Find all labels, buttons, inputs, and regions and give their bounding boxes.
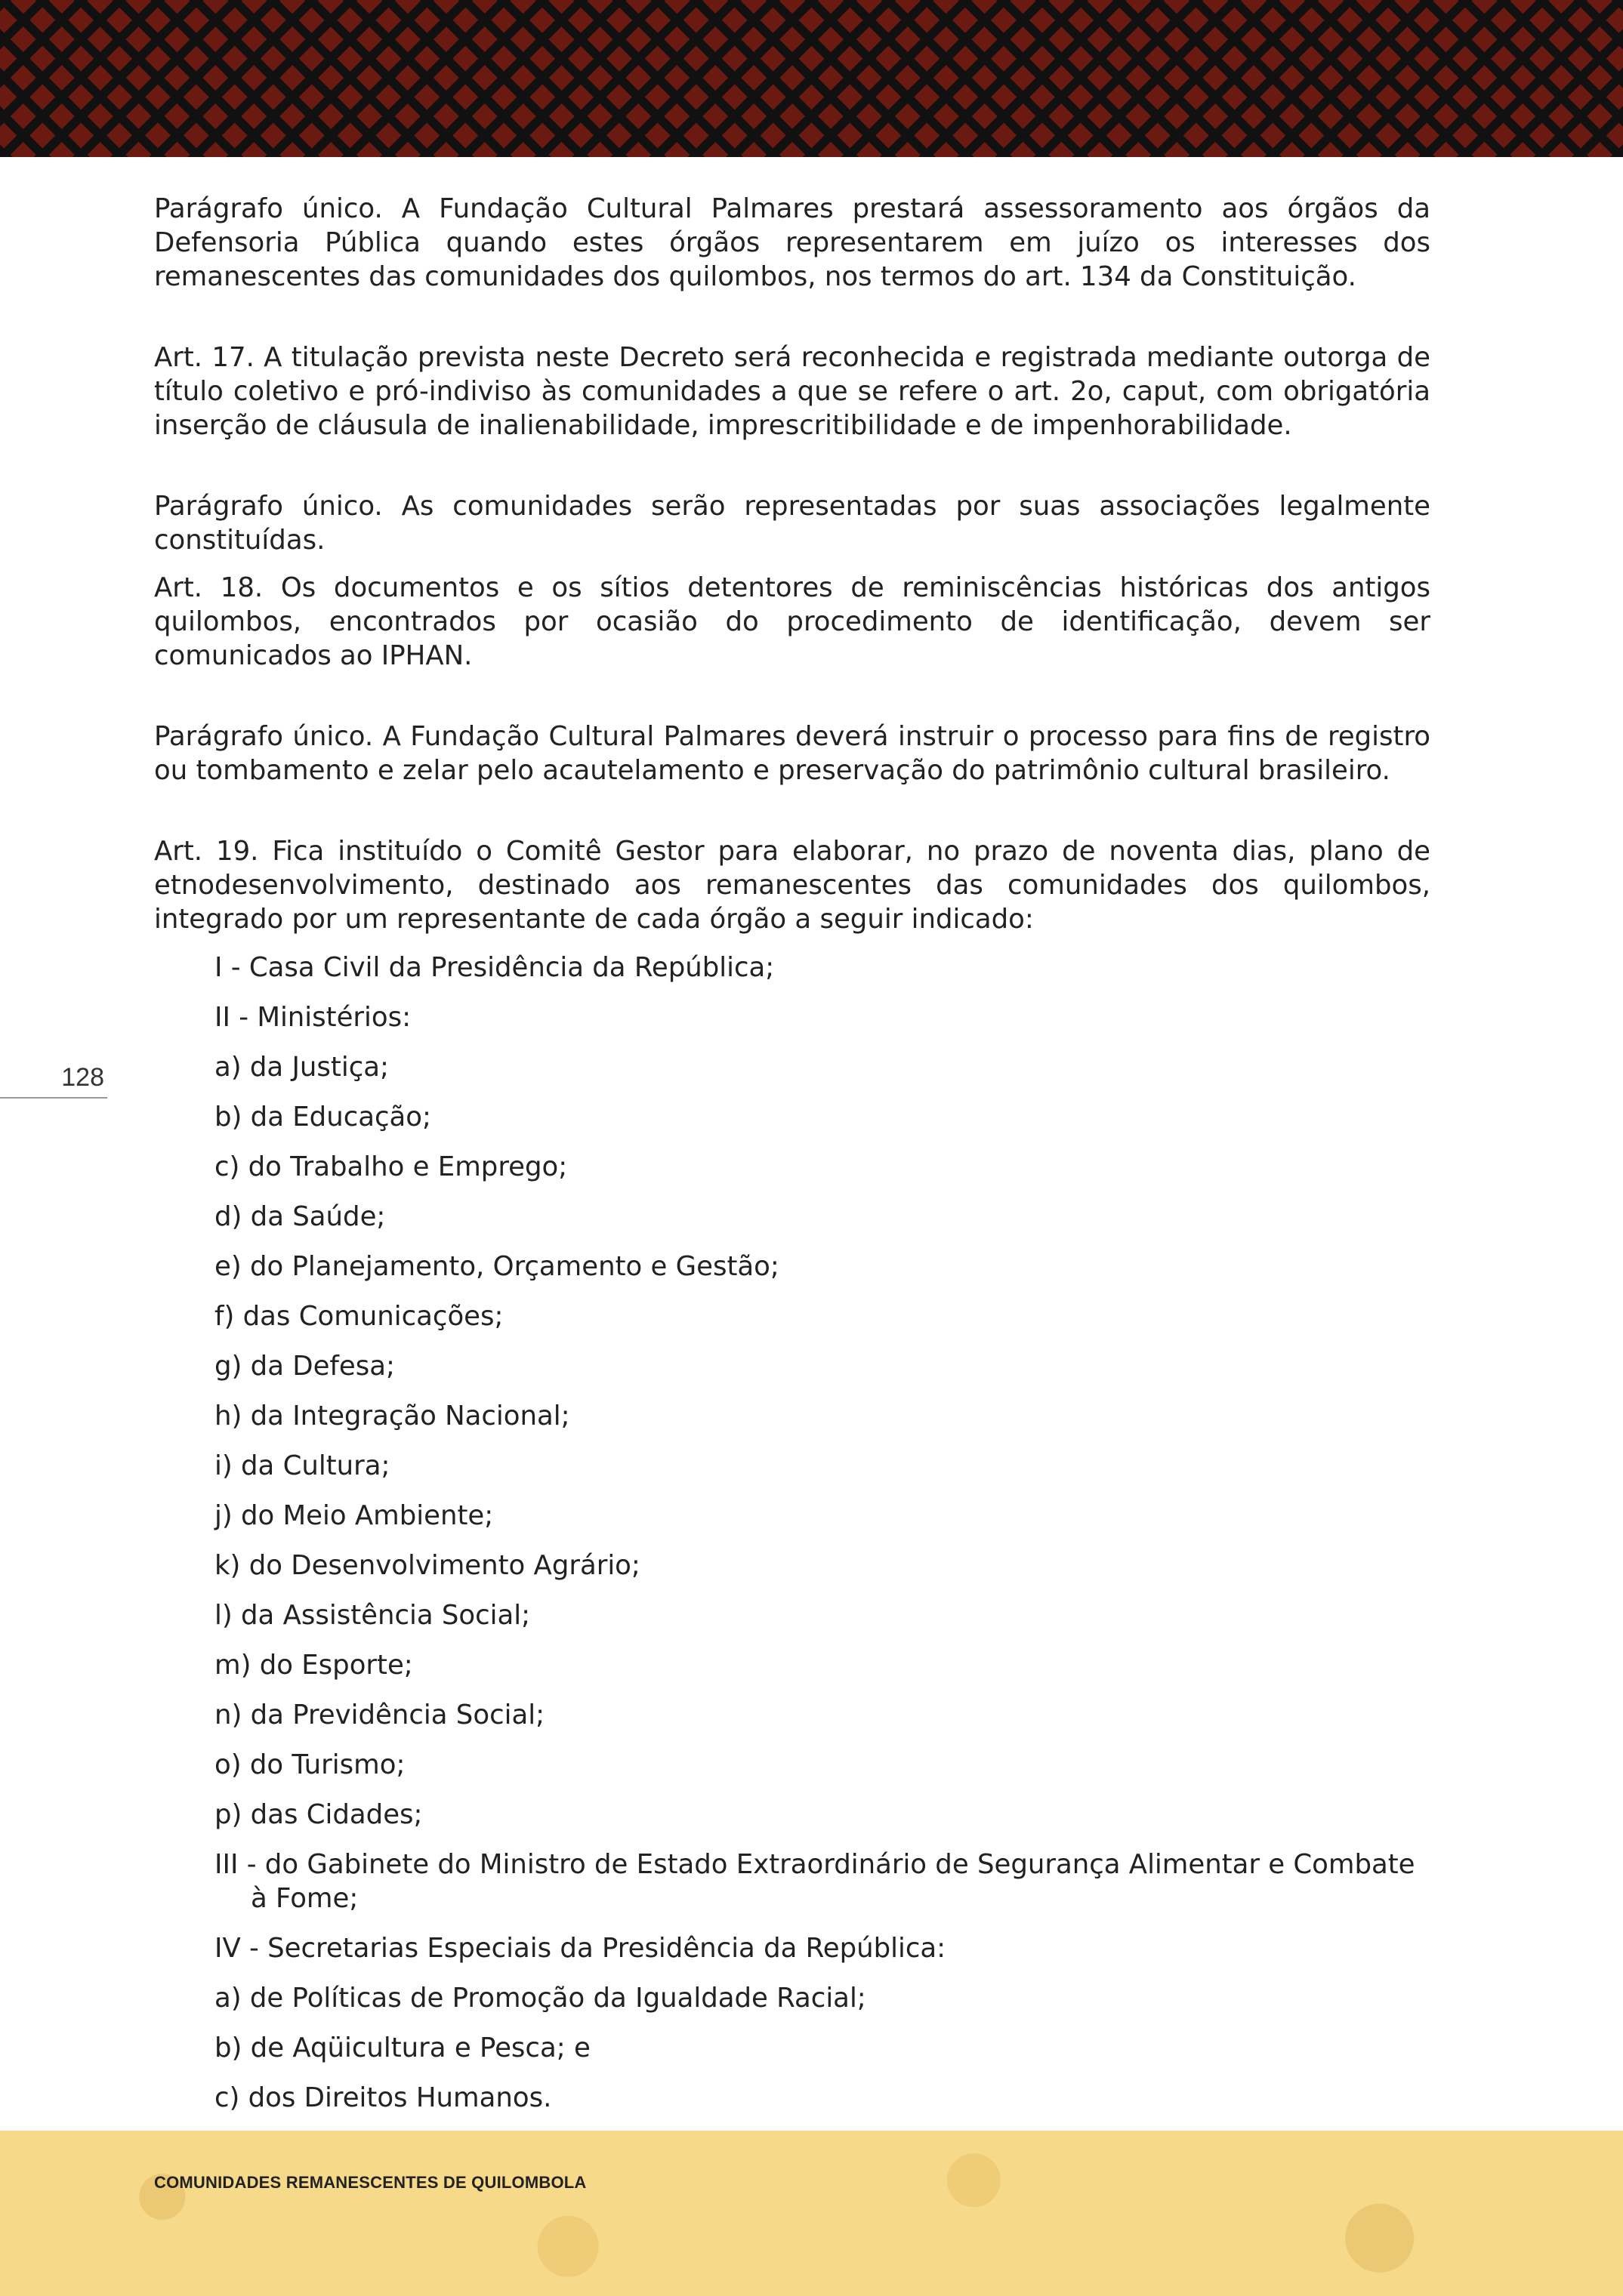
list-item: c) dos Direitos Humanos. <box>214 2082 552 2113</box>
page-number-label: 128 <box>61 1063 104 1092</box>
list-item: IV - Secretarias Especiais da Presidência da República: <box>214 1933 946 1964</box>
list-item: d) da Saúde; <box>214 1201 386 1232</box>
list-item: i) da Cultura; <box>214 1450 390 1481</box>
paragraph-art16-unico: Parágrafo único. A Fundação Cultural Palmares prestará assessoramento aos órgãos da Defensoria Pública quando estes órgãos representarem em juízo os interesses dos remanescentes das comunidades dos quilombos, nos termos do art. 134 da Constituição. <box>154 193 1430 292</box>
list-item: a) da Justiça; <box>214 1052 389 1083</box>
footer-title: COMUNIDADES REMANESCENTES DE QUILOMBOLA <box>154 2173 587 2192</box>
list-item: g) da Defesa; <box>214 1351 395 1382</box>
list-item: h) da Integração Nacional; <box>214 1401 570 1432</box>
paragraph-art19: Art. 19. Fica instituído o Comitê Gestor para elaborar, no prazo de noventa dias, plano de etnodesenvolvimento, destinado aos remanescentes das comunidades dos quilombos, integrado por um representante de cada órgão a seguir indicado: <box>154 836 1430 935</box>
document-body <box>154 192 1430 2131</box>
list-item: f) das Comunicações; <box>214 1301 504 1332</box>
list-item: I - Casa Civil da Presidência da República; <box>214 952 775 983</box>
list-item: o) do Turismo; <box>214 1749 406 1780</box>
paragraph-art18-unico: Parágrafo único. A Fundação Cultural Palmares deverá instruir o processo para fins de registro ou tombamento e zelar pelo acautelamento e preservação do patrimônio cultural brasileiro. <box>154 721 1430 786</box>
list-item: l) da Assistência Social; <box>214 1600 531 1631</box>
list-item: c) do Trabalho e Emprego; <box>214 1151 568 1182</box>
list-item: III - do Gabinete do Ministro de Estado Extraordinário de Segurança Alimentar e Combate à Fome; <box>214 1849 1415 1914</box>
list-item: e) do Planejamento, Orçamento e Gestão; <box>214 1251 779 1282</box>
footer-pattern-band <box>0 2131 1623 2296</box>
list-item: n) da Previdência Social; <box>214 1700 545 1730</box>
list-item: m) do Esporte; <box>214 1650 413 1681</box>
list-item: b) de Aqüicultura e Pesca; e <box>214 2032 591 2063</box>
list-item: p) das Cidades; <box>214 1799 423 1830</box>
page-number <box>0 1063 107 1099</box>
paragraph-art17: Art. 17. A titulação prevista neste Decreto será reconhecida e registrada mediante outorga de título coletivo e pró-indiviso às comunidades a que se refere o art. 2o, caput, com obrigatória inserção de cláusula de inalienabilidade, imprescritibilidade e de impenhorabilidade. <box>154 342 1430 441</box>
list-item: b) da Educação; <box>214 1102 431 1133</box>
list-item: a) de Políticas de Promoção da Igualdade Racial; <box>214 1983 866 2014</box>
paragraph-art18: Art. 18. Os documentos e os sítios detentores de reminiscências históricas dos antigos quilombos, encontrados por ocasião do procedimento de identificação, devem ser comunicados ao IPHAN. <box>154 572 1430 671</box>
committee-member-list <box>154 951 1430 2115</box>
list-item: k) do Desenvolvimento Agrário; <box>214 1550 640 1581</box>
list-item: j) do Meio Ambiente; <box>214 1500 494 1531</box>
list-item: II - Ministérios: <box>214 1002 412 1033</box>
paragraph-art17-unico: Parágrafo único. As comunidades serão representadas por suas associações legalmente constituídas. <box>154 491 1430 556</box>
header-pattern-band <box>0 0 1623 157</box>
